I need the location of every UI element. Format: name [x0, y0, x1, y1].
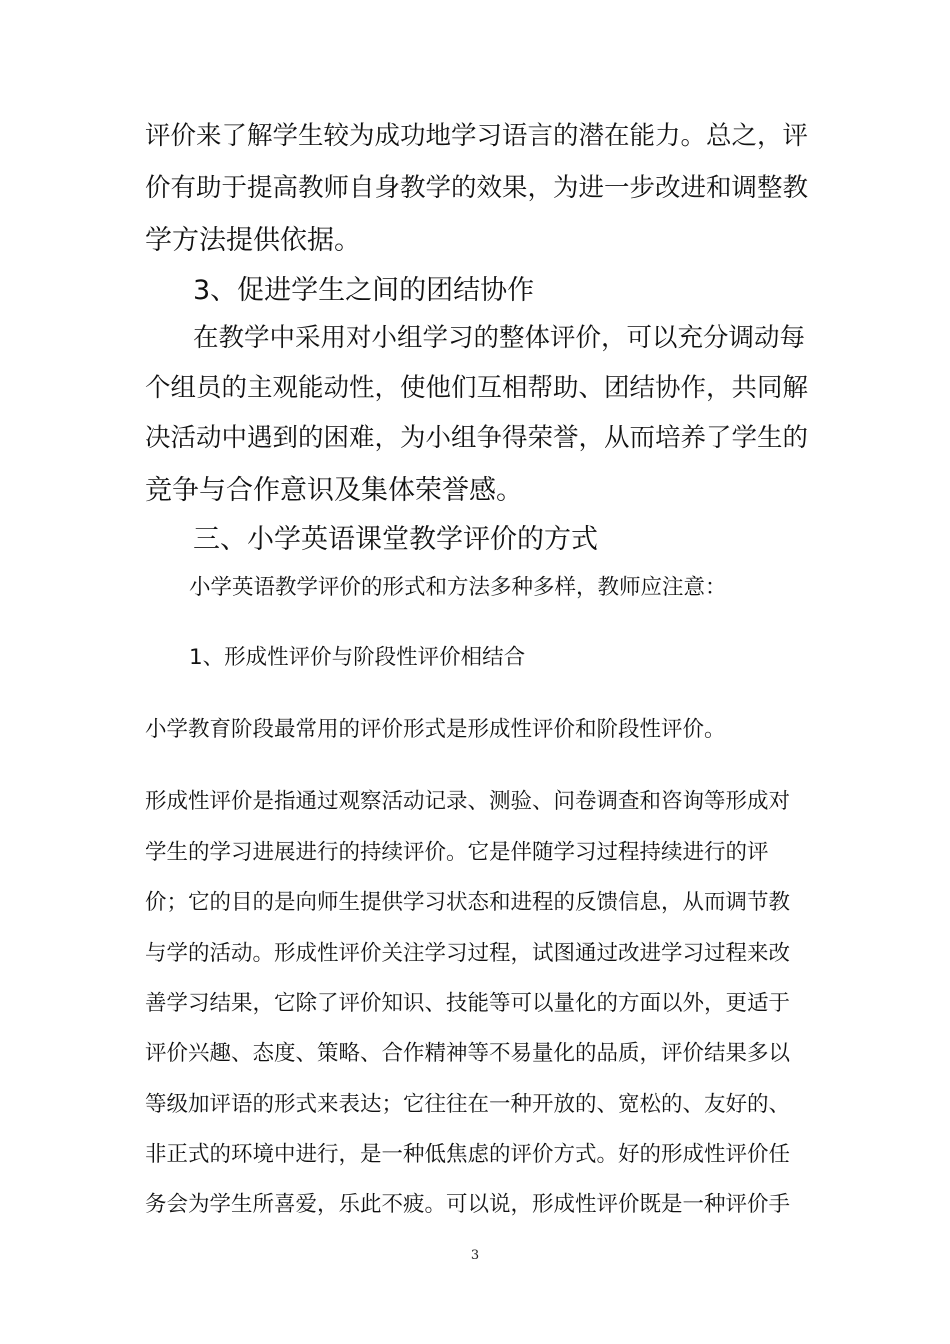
paragraph-line: 非正式的环境中进行，是一种低焦虑的评价方式。好的形成性评价任 [145, 1142, 791, 1167]
paragraph-line: 形成性评价是指通过观察活动记录、测验、问卷调查和咨询等形成对 [145, 789, 791, 814]
paragraph-line: 个组员的主观能动性，使他们互相帮助、团结协作，共同解 [145, 373, 809, 403]
paragraph-line: 评价兴趣、态度、策略、合作精神等不易量化的品质，评价结果多以 [145, 1041, 791, 1066]
paragraph-line: 价；它的目的是向师生提供学习状态和进程的反馈信息，从而调节教 [145, 890, 791, 915]
subheading-3: 3、促进学生之间的团结协作 [193, 275, 535, 306]
intro-line: 小学英语教学评价的形式和方法多种多样，教师应注意： [189, 575, 727, 600]
paragraph-line: 善学习结果，它除了评价知识、技能等可以量化的方面以外，更适于 [145, 991, 791, 1016]
paragraph-line: 学方法提供依据。 [145, 225, 361, 256]
paragraph-line: 等级加评语的形式来表达；它往往在一种开放的、宽松的、友好的、 [145, 1092, 791, 1117]
section-heading: 三、小学英语课堂教学评价的方式 [193, 524, 598, 555]
page-number: 3 [470, 1248, 480, 1263]
paragraph-line: 价有助于提高教师自身教学的效果，为进一步改进和调整教 [145, 173, 809, 203]
paragraph-line: 竞争与合作意识及集体荣誉感。 [145, 475, 523, 506]
paragraph-line: 与学的活动。形成性评价关注学习过程，试图通过改进学习过程来改 [145, 941, 791, 966]
paragraph-line: 务会为学生所喜爱，乐此不疲。可以说，形成性评价既是一种评价手 [145, 1192, 791, 1217]
subheading-1: 1、形成性评价与阶段性评价相结合 [189, 645, 526, 670]
paragraph-line: 在教学中采用对小组学习的整体评价，可以充分调动每 [193, 323, 806, 353]
paragraph-line: 学生的学习进展进行的持续评价。它是伴随学习过程持续进行的评 [145, 840, 769, 865]
paragraph-line: 决活动中遇到的困难，为小组争得荣誉，从而培养了学生的 [145, 423, 809, 453]
stage-line: 小学教育阶段最常用的评价形式是形成性评价和阶段性评价。 [145, 717, 726, 742]
paragraph-line: 评价来了解学生较为成功地学习语言的潜在能力。总之，评 [145, 121, 809, 151]
